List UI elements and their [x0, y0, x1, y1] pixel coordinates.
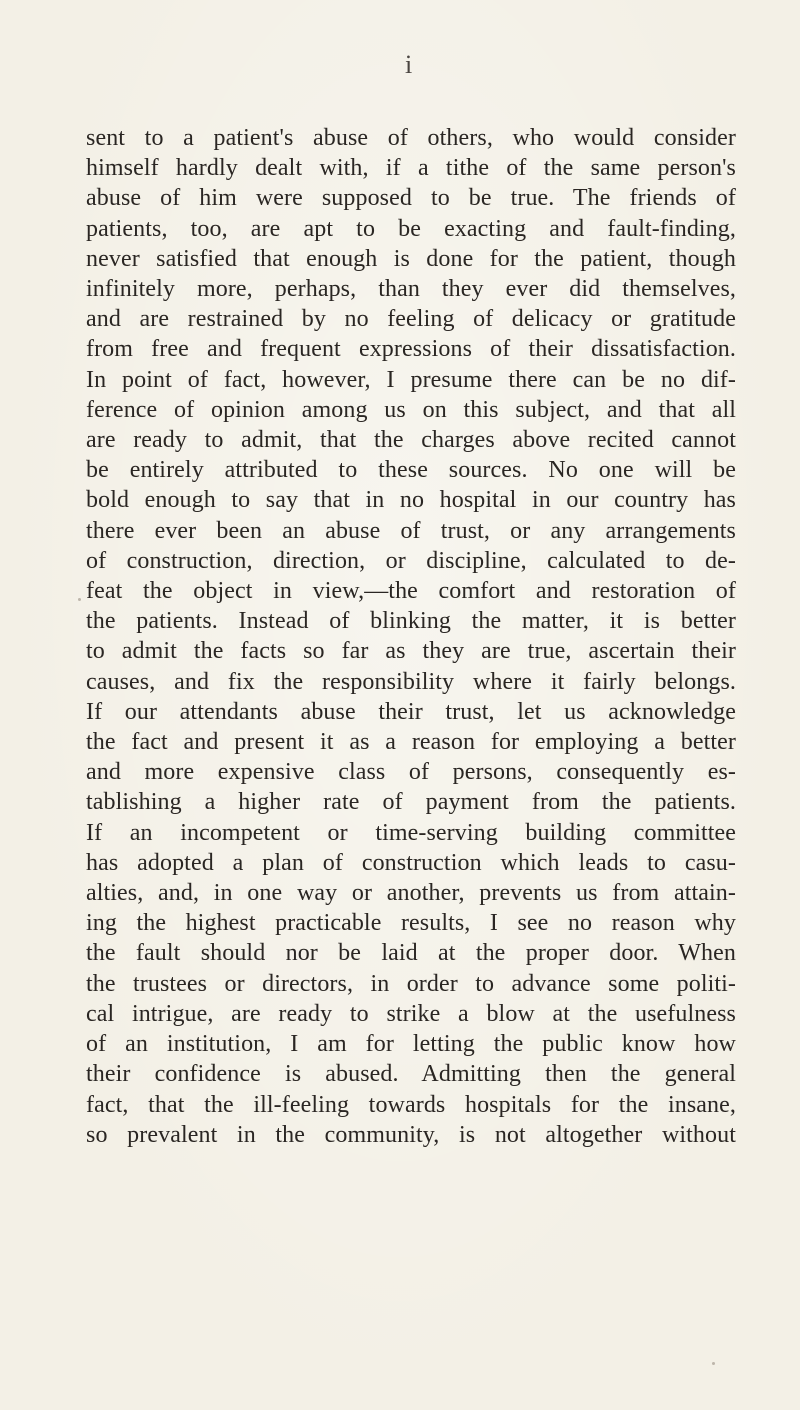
text-line: and more expensive class of persons, consequently es-: [86, 759, 736, 786]
text-line: sent to a patient's abuse of others, who would consider: [86, 125, 736, 151]
text-line: ference of opinion among us on this subject, and that all: [86, 396, 736, 423]
text-line: has adopted a plan of construction which leads to casu-: [86, 849, 736, 876]
text-line: abuse of him were supposed to be true. The friends of: [86, 185, 736, 212]
text-line: bold enough to say that in no hospital in our country has: [86, 487, 736, 514]
paper-speck: [712, 1362, 715, 1365]
text-line: infinitely more, perhaps, than they ever did themselves,: [86, 276, 736, 303]
text-line: are ready to admit, that the charges above recited cannot: [86, 427, 736, 454]
text-line: be entirely attributed to these sources. No one will be: [86, 457, 736, 484]
text-line: ing the highest practicable results, I see no reason why: [86, 910, 736, 937]
text-line: In point of fact, however, I presume there can be no dif-: [86, 366, 736, 393]
text-line: and are restrained by no feeling of delicacy or gratitude: [86, 306, 736, 333]
text-line: causes, and fix the responsibility where it fairly belongs.: [86, 668, 736, 695]
text-line: himself hardly dealt with, if a tithe of the same person's: [86, 155, 736, 182]
text-line: there ever been an abuse of trust, or any arrangements: [86, 517, 736, 544]
text-line: If our attendants abuse their trust, let us acknowledge: [86, 698, 736, 725]
text-line: so prevalent in the community, is not altogether without: [86, 1121, 736, 1148]
text-line: the fact and present it as a reason for employing a better: [86, 729, 736, 756]
text-line: patients, too, are apt to be exacting and fault-finding,: [86, 215, 736, 242]
text-line: alties, and, in one way or another, prevents us from attain-: [86, 880, 736, 907]
page-header-mark: i: [405, 50, 413, 79]
text-line: tablishing a higher rate of payment from the patients.: [86, 789, 736, 816]
text-line: to admit the facts so far as they are true, ascertain their: [86, 638, 736, 665]
text-line: their confidence is abused. Admitting then the general: [86, 1061, 736, 1088]
text-line: of an institution, I am for letting the public know how: [86, 1031, 736, 1058]
text-line: fact, that the ill-feeling towards hospitals for the insane,: [86, 1091, 736, 1118]
text-line: the fault should nor be laid at the proper door. When: [86, 940, 736, 967]
body-text: [86, 123, 736, 1150]
text-line: the trustees or directors, in order to advance some politi-: [86, 970, 736, 997]
text-line: the patients. Instead of blinking the matter, it is better: [86, 608, 736, 635]
text-line: If an incompetent or time-serving building committee: [86, 819, 736, 846]
paper-speck: [78, 598, 81, 601]
text-line: of construction, direction, or discipline, calculated to de-: [86, 547, 736, 574]
text-line: cal intrigue, are ready to strike a blow at the usefulness: [86, 1000, 736, 1027]
text-line: feat the object in view,—the comfort and restoration of: [86, 578, 736, 605]
text-line: from free and frequent expressions of their dissatisfaction.: [86, 336, 736, 363]
text-line: never satisfied that enough is done for the patient, though: [86, 245, 736, 272]
